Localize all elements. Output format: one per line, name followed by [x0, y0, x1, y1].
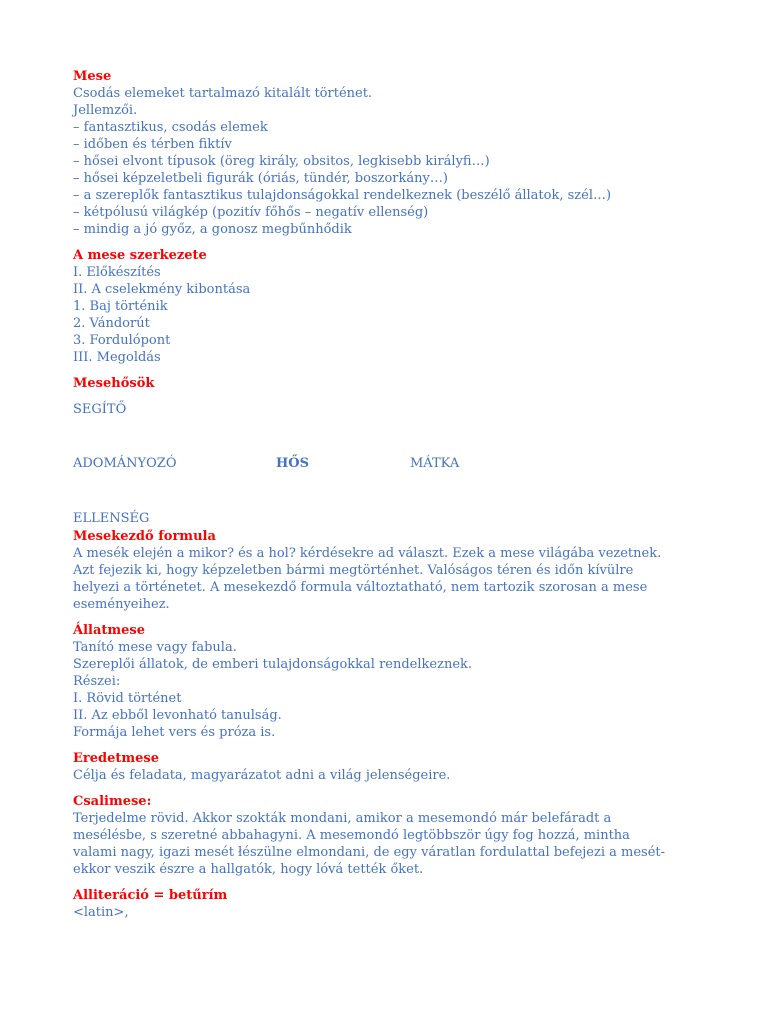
- list-item: 2. Vándorút: [73, 316, 150, 331]
- text-line: eseményeihez.: [73, 597, 170, 612]
- section-mesehosok: [73, 375, 703, 527]
- text-line: Formája lehet vers és próza is.: [73, 725, 276, 740]
- list-item: I. Előkészítés: [73, 265, 161, 280]
- list-item: – hősei elvont típusok (öreg király, obsitos, legkisebb királyfi…): [73, 154, 490, 169]
- role-adomanyozo: ADOMÁNYOZÓ: [73, 456, 177, 471]
- role-ellenseg: ELLENSÉG: [73, 511, 150, 526]
- list-item: – időben és térben fiktív: [73, 137, 232, 152]
- list-item: – kétpólusú világkép (pozitív főhős – negatív ellenség): [73, 205, 429, 220]
- text-line: Azt fejezik ki, hogy képzeletben bármi megtörténhet. Valóságos téren és időn kívülre: [73, 563, 634, 578]
- roles-row: [73, 455, 703, 510]
- role-matka: MÁTKA: [410, 456, 460, 471]
- heading-mese: Mese: [73, 69, 112, 84]
- list-item: I. Rövid történet: [73, 691, 182, 706]
- text-line: Részei:: [73, 674, 121, 689]
- text-line: Tanító mese vagy fabula.: [73, 640, 237, 655]
- text-line: Terjedelme rövid. Akkor szokták mondani, amikor a mesemondó már belefáradt a: [73, 811, 612, 826]
- text-line: A mesék elején a mikor? és a hol? kérdésekre ad választ. Ezek a mese világába vezetnek.: [73, 546, 662, 561]
- text-line: Csodás elemeket tartalmazó kitalált történet.: [73, 86, 373, 101]
- heading-allatmese: Állatmese: [73, 623, 146, 638]
- list-item: – a szereplők fantasztikus tulajdonságokkal rendelkeznek (beszélő állatok, szél…): [73, 188, 612, 203]
- heading-formula: Mesekezdő formula: [73, 529, 216, 544]
- heading-mesehosok: Mesehősök: [73, 376, 155, 391]
- list-item: III. Megoldás: [73, 350, 161, 365]
- list-item: – hősei képzeletbeli figurák (óriás, tündér, boszorkány…): [73, 171, 448, 186]
- heading-csalimese: Csalimese:: [73, 794, 152, 809]
- text-line: valami nagy, igazi mesét łészülne elmondani, de egy váratlan fordulattal befejezi a mesét-: [73, 845, 666, 860]
- text-line: <latin>,: [73, 905, 129, 920]
- heading-szerkezet: A mese szerkezete: [73, 248, 207, 263]
- role-segito: SEGÍTŐ: [73, 402, 127, 417]
- section-allatmese: [73, 622, 703, 741]
- section-mese: [73, 68, 703, 238]
- document-page: [73, 68, 703, 930]
- section-formula: [73, 528, 703, 613]
- list-item: 3. Fordulópont: [73, 333, 171, 348]
- text-line: Jellemzői.: [73, 103, 138, 118]
- section-eredetmese: [73, 750, 703, 784]
- list-item: II. A cselekmény kibontása: [73, 282, 251, 297]
- section-szerkezet: [73, 247, 703, 366]
- list-item: – fantasztikus, csodás elemek: [73, 120, 268, 135]
- text-line: ekkor veszik észre a hallgatók, hogy lóvá tették őket.: [73, 862, 424, 877]
- text-line: Szereplői állatok, de emberi tulajdonságokkal rendelkeznek.: [73, 657, 473, 672]
- section-alliteracio: [73, 887, 703, 921]
- list-item: 1. Baj történik: [73, 299, 168, 314]
- list-item: – mindig a jó győz, a gonosz megbűnhődik: [73, 222, 352, 237]
- text-line: mesélésbe, s szeretné abbahagyni. A mesemondó legtöbbször úgy fog hozzá, mintha: [73, 828, 630, 843]
- text-line: helyezi a történetet. A mesekezdő formula változtatható, nem tartozik szorosan a mese: [73, 580, 648, 595]
- role-hos: HŐS: [276, 456, 309, 471]
- heading-eredetmese: Eredetmese: [73, 751, 160, 766]
- section-csalimese: [73, 793, 703, 878]
- heading-alliteracio: Alliteráció = betűrím: [73, 888, 228, 903]
- list-item: II. Az ebből levonható tanulság.: [73, 708, 282, 723]
- text-line: Célja és feladata, magyarázatot adni a világ jelenségeire.: [73, 768, 451, 783]
